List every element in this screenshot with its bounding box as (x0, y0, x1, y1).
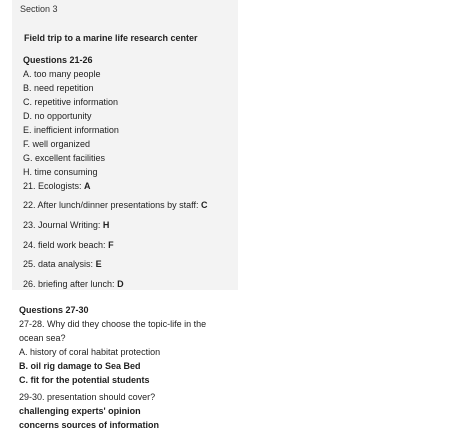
question-27-text-cont: ocean sea? (19, 333, 66, 343)
question-27-option: C. fit for the potential students (19, 375, 150, 385)
answer-question: 22. After lunch/dinner presentations by staff: (23, 200, 199, 210)
answer-line (23, 259, 102, 270)
questions-panel (12, 0, 238, 290)
answer-line (23, 240, 114, 251)
answer-value: H (102, 220, 110, 230)
answer-line (23, 279, 124, 290)
option-item: B. need repetition (23, 83, 94, 93)
option-item: E. inefficient information (23, 125, 119, 135)
answer-question: 26. briefing after lunch: (23, 279, 115, 289)
answer-line (23, 200, 207, 211)
answer-value: C (200, 200, 208, 210)
question-27-option: B. oil rig damage to Sea Bed (19, 361, 141, 371)
question-29-answer: concerns sources of information (19, 420, 160, 430)
answer-question: 21. Ecologists: (23, 181, 82, 191)
answer-value: E (95, 259, 102, 269)
question-29-answer: challenging experts' opinion (19, 406, 141, 416)
answer-value: D (117, 279, 124, 289)
option-item: C. repetitive information (23, 97, 119, 107)
answer-line (23, 181, 91, 192)
answer-question: 24. field work beach: (23, 240, 106, 250)
option-item: A. too many people (23, 69, 101, 79)
option-item: F. well organized (23, 139, 91, 149)
questions-heading: Questions 21-26 (23, 55, 93, 65)
question-29-text: 29-30. presentation should cover? (19, 392, 156, 402)
answer-line (23, 220, 109, 231)
section-label: Section 3 (20, 4, 58, 14)
lower-heading: Questions 27-30 (19, 305, 89, 315)
answer-question: 25. data analysis: (23, 259, 94, 269)
section-title: Field trip to a marine life research center (24, 33, 198, 43)
answer-value: F (108, 240, 114, 250)
question-27-text: 27-28. Why did they choose the topic-life in the (19, 319, 207, 329)
option-item: D. no opportunity (23, 111, 92, 121)
answer-value: A (84, 181, 91, 191)
answer-question: 23. Journal Writing: (23, 220, 101, 230)
question-27-option: A. history of coral habitat protection (19, 347, 161, 357)
option-item: H. time consuming (23, 167, 98, 177)
option-item: G. excellent facilities (23, 153, 106, 163)
